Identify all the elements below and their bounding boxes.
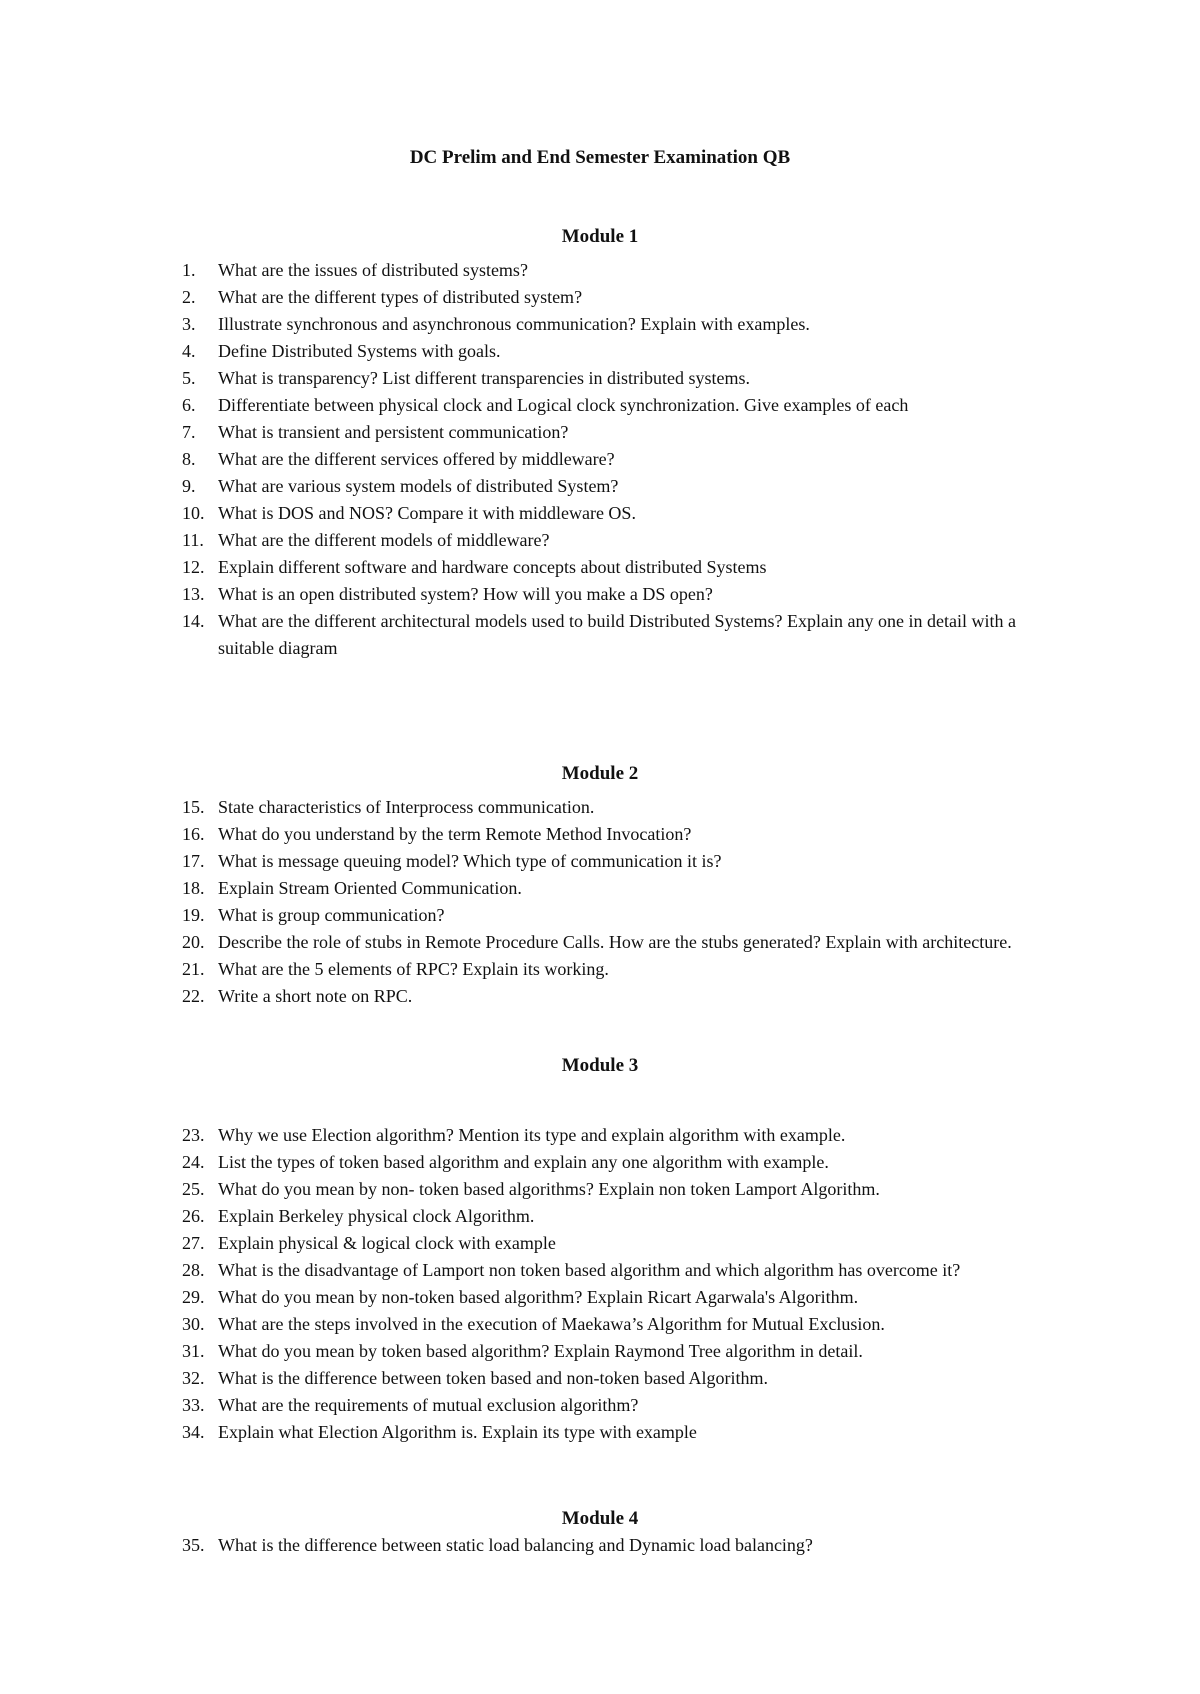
question-number: 9. [182, 476, 196, 496]
question-item [0, 821, 1060, 848]
document-title: DC Prelim and End Semester Examination QB [409, 147, 791, 168]
question-item [0, 527, 1060, 554]
question-item [0, 1311, 1060, 1338]
question-text: What do you mean by token based algorithm? Explain Raymond Tree algorithm in detail. [218, 1341, 863, 1361]
question-item [0, 581, 1060, 608]
question-item [0, 902, 1060, 929]
question-number: 2. [182, 287, 196, 307]
question-item [0, 1176, 1060, 1203]
question-number: 33. [182, 1395, 205, 1415]
question-item [0, 473, 1060, 500]
question-text: Differentiate between physical clock and Logical clock synchronization. Give examples of each [218, 395, 909, 415]
question-item [0, 1365, 1060, 1392]
question-text: What are the different services offered by middleware? [218, 449, 615, 469]
question-text: What are the 5 elements of RPC? Explain its working. [218, 959, 609, 979]
question-text: What is the difference between static load balancing and Dynamic load balancing? [218, 1535, 813, 1555]
question-text: What are the different models of middleware? [218, 530, 550, 550]
question-text: Explain physical & logical clock with example [218, 1233, 556, 1253]
question-text: What is DOS and NOS? Compare it with middleware OS. [218, 503, 636, 523]
question-item [0, 554, 1060, 581]
question-item [0, 956, 1060, 983]
question-text: What do you mean by non-token based algorithm? Explain Ricart Agarwala's Algorithm. [218, 1287, 859, 1307]
module-1-question-list [0, 257, 1200, 662]
question-text: What is an open distributed system? How will you make a DS open? [218, 584, 713, 604]
module-4-question-list [0, 1532, 1200, 1559]
question-text: What are the different types of distributed system? [218, 287, 583, 307]
question-number: 34. [182, 1422, 205, 1442]
question-item [0, 848, 1060, 875]
question-text: What are the steps involved in the execution of Maekawa’s Algorithm for Mutual Exclusion. [218, 1314, 885, 1334]
question-number: 27. [182, 1233, 205, 1253]
module-3-question-list [0, 1122, 1200, 1446]
question-number: 12. [182, 557, 205, 577]
question-item [0, 500, 1060, 527]
question-number: 15. [182, 797, 205, 817]
question-text: What is transparency? List different transparencies in distributed systems. [218, 368, 751, 388]
question-item [0, 284, 1060, 311]
question-text: What are various system models of distributed System? [218, 476, 619, 496]
question-text: Why we use Election algorithm? Mention its type and explain algorithm with example. [218, 1125, 846, 1145]
module-1-heading: Module 1 [561, 226, 639, 247]
question-number: 21. [182, 959, 205, 979]
question-text: What are the issues of distributed systems? [218, 260, 528, 280]
question-text: What do you mean by non- token based algorithms? Explain non token Lamport Algorithm. [218, 1179, 880, 1199]
question-text: Explain Berkeley physical clock Algorithm. [218, 1206, 535, 1226]
question-item [0, 929, 1060, 956]
question-number: 6. [182, 395, 196, 415]
question-text: What are the requirements of mutual exclusion algorithm? [218, 1395, 639, 1415]
question-number: 1. [182, 260, 196, 280]
module-3-heading: Module 3 [561, 1055, 639, 1076]
question-text: Explain different software and hardware concepts about distributed Systems [218, 557, 767, 577]
question-item [0, 311, 1060, 338]
question-item [0, 875, 1060, 902]
question-number: 17. [182, 851, 205, 871]
question-number: 25. [182, 1179, 205, 1199]
question-text: What is transient and persistent communication? [218, 422, 569, 442]
question-item [0, 365, 1060, 392]
question-item [0, 794, 1060, 821]
question-item [0, 338, 1060, 365]
question-number: 16. [182, 824, 205, 844]
question-item [0, 1122, 1060, 1149]
module-2-question-list [0, 794, 1200, 1010]
question-number: 23. [182, 1125, 205, 1145]
question-item [0, 419, 1060, 446]
question-number: 14. [182, 611, 205, 631]
question-item [0, 1532, 1060, 1559]
question-text: List the types of token based algorithm and explain any one algorithm with example. [218, 1152, 829, 1172]
question-number: 5. [182, 368, 196, 388]
question-number: 19. [182, 905, 205, 925]
question-text: What is the difference between token based and non-token based Algorithm. [218, 1368, 768, 1388]
question-text: What is group communication? [218, 905, 445, 925]
question-item [0, 1203, 1060, 1230]
question-item [0, 392, 1060, 419]
question-number: 24. [182, 1152, 205, 1172]
question-item [0, 608, 1060, 662]
question-text: Write a short note on RPC. [218, 986, 413, 1006]
module-4-heading: Module 4 [561, 1508, 639, 1529]
question-text: What are the different architectural models used to build Distributed Systems? Explain any one in detail with a suitable diagram [218, 611, 1016, 658]
question-text: What do you understand by the term Remote Method Invocation? [218, 824, 692, 844]
question-text: Describe the role of stubs in Remote Procedure Calls. How are the stubs generated? Explain with architecture. [218, 932, 1012, 952]
question-number: 13. [182, 584, 205, 604]
question-number: 3. [182, 314, 196, 334]
question-item [0, 1338, 1060, 1365]
question-number: 29. [182, 1287, 205, 1307]
question-text: What is message queuing model? Which type of communication it is? [218, 851, 722, 871]
question-item [0, 1419, 1060, 1446]
question-text: Define Distributed Systems with goals. [218, 341, 501, 361]
question-number: 20. [182, 932, 205, 952]
question-text: Illustrate synchronous and asynchronous communication? Explain with examples. [218, 314, 810, 334]
question-text: Explain Stream Oriented Communication. [218, 878, 522, 898]
question-item [0, 1149, 1060, 1176]
question-number: 7. [182, 422, 196, 442]
question-item [0, 446, 1060, 473]
question-number: 30. [182, 1314, 205, 1334]
question-text: Explain what Election Algorithm is. Explain its type with example [218, 1422, 697, 1442]
question-text: What is the disadvantage of Lamport non token based algorithm and which algorithm has overcome it? [218, 1260, 961, 1280]
question-number: 18. [182, 878, 205, 898]
question-number: 10. [182, 503, 205, 523]
question-number: 4. [182, 341, 196, 361]
question-number: 26. [182, 1206, 205, 1226]
question-number: 35. [182, 1535, 205, 1555]
question-item [0, 1284, 1060, 1311]
question-item [0, 983, 1060, 1010]
question-item [0, 257, 1060, 284]
question-number: 32. [182, 1368, 205, 1388]
question-number: 22. [182, 986, 205, 1006]
question-number: 31. [182, 1341, 205, 1361]
question-number: 8. [182, 449, 196, 469]
question-text: State characteristics of Interprocess communication. [218, 797, 595, 817]
question-item [0, 1257, 1060, 1284]
question-number: 28. [182, 1260, 205, 1280]
question-item [0, 1230, 1060, 1257]
question-item [0, 1392, 1060, 1419]
question-number: 11. [182, 530, 204, 550]
module-2-heading: Module 2 [561, 763, 639, 784]
